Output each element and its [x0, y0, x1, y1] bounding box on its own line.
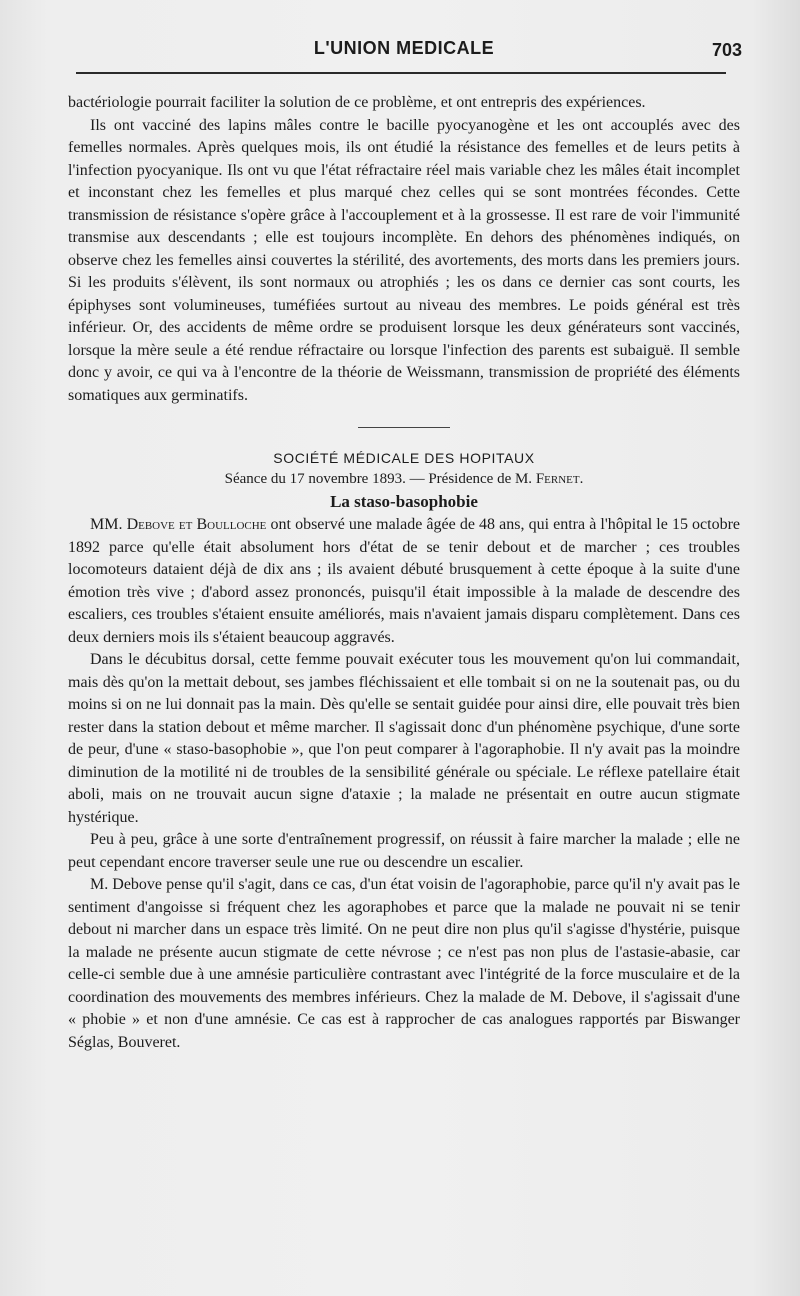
author-boulloche: Boulloche	[196, 516, 267, 533]
paragraph-progress: Peu à peu, grâce à une sorte d'entraînement progressif, on réussit à faire marcher la malade ; elle ne peut cependant encore traverser seule une rue ou descendre un escalier.	[68, 831, 740, 871]
president-name: Fernet.	[535, 471, 584, 487]
paragraph-decubitus: Dans le décubitus dorsal, cette femme pouvait exécuter tous les mouvement qu'on lui commandait, mais dès qu'on la mettait debout, ses jambes fléchissaient et elle tombait si on ne la soutenait pas, ou du moins si on ne lui donnait pas la main. Dès qu'elle se sentait guidée pour ainsi dire, elle pouvait très bien rester dans la station debout et même marcher. Il s'agissait donc d'un phénomène psychique, d'une sorte de peur, d'une « staso-basophobie », que l'on peut comparer à l'agoraphobie. Il n'y avait pas la moindre diminution de la motilité ni de troubles de la sensibilité générale ou spéciale. Le réflexe patellaire était aboli, mais on ne trouvait aucun signe d'ataxie ; la malade ne présentait en outre aucun stigmate hystérique.	[68, 651, 740, 826]
author-conjunction: et	[178, 516, 193, 533]
page-number: 703	[711, 40, 742, 60]
paragraph-continuation: bactériologie pourrait faciliter la solution de ce problème, et ont entrepris des expériences.	[68, 94, 646, 111]
article-body	[68, 92, 740, 1054]
page-header	[66, 36, 742, 66]
article-title: La staso-basophobie	[330, 492, 478, 511]
paragraph-case-report	[68, 514, 740, 649]
section-society-heading: SOCIÉTÉ MÉDICALE DES HOPITAUX	[273, 450, 535, 466]
section-divider	[358, 427, 450, 428]
header-rule	[76, 72, 726, 74]
running-title: L'UNION MEDICALE	[313, 38, 495, 58]
case-report-text: ont observé une malade âgée de 48 ans, qui entra à l'hôpital le 15 octobre 1892 parce qu'elle était absolument hors d'état de se tenir debout et de marcher ; ces troubles locomoteurs dataient déjà de dix ans ; ils avaient débuté brusquement à cette époque à la suite d'une émotion très vive ; d'abord assez prononcés, puisqu'il était impossible à la malade de descendre des escaliers, ces troubles s'étaient ensuite améliorés, mais n'avaient jamais disparu complètement. Dans ces deux derniers mois ils s'étaient beaucoup aggravés.	[68, 516, 741, 646]
author-debove: Debove	[126, 516, 175, 533]
authors-lead: MM.	[90, 516, 123, 533]
paragraph-debove-opinion: M. Debove pense qu'il s'agit, dans ce cas, d'un état voisin de l'agoraphobie, parce qu'il n'y avait pas le sentiment d'angoisse si fréquent chez les agoraphobes et parce que la malade ne pouvait ni se tenir debout ni marcher dans un espace très limité. On ne peut dire non plus qu'il s'agisse d'hystérie, puisque la malade ne présente aucun stigmate de cette névrose ; ce n'est pas non plus de l'astasie-abasie, car celle-ci semble due à une amnésie particulière contrastant avec l'intégrité de la force musculaire et de la coordination des mouvements des membres inférieurs. Chez la malade de M. Debove, il s'agissait d'une « phobie » et non d'une amnésie. Ce cas est à rapprocher de cas analogues rapportés par Biswanger Séglas, Bouveret.	[68, 876, 740, 1051]
seance-text: Séance du 17 novembre 1893. — Présidence de M.	[224, 471, 533, 487]
paragraph-vaccination: Ils ont vacciné des lapins mâles contre le bacille pyocyanogène et les ont accouplés avec des femelles normales. Après quelques mois, ils ont étudié la résistance des femelles et de leurs petits à l'infection pyocyanique. Ils ont vu que l'état réfractaire réel mais variable chez les mâles était incomplet et inconstant chez les femelles et plus marqué chez celles qui se sont montrées fécondes. Cette transmission de résistance s'opère grâce à l'accouplement et à la grossesse. Il est rare de voir l'immunité transmise aux descendants ; elle est toujours incomplète. En dehors des phénomènes indiqués, on observe chez les femelles ainsi couvertes la stérilité, des avortements, des morts dans les premiers jours. Si les produits s'élèvent, ils sont normaux ou atrophiés ; les os dans ce dernier cas sont courts, les épiphyses sont volumineuses, tuméfiées surtout au niveau des membres. Le poids général est très inférieur. Or, des accidents de même ordre se produisent lorsque les deux générateurs sont vaccinés, lorsque la mère seule a été rendue réfractaire ou lorsque l'infection des parents est subaiguë. Il semble donc y avoir, ce qui va à l'encontre de la théorie de Weissmann, transmission de propriété des éléments somatiques aux germinatifs.	[68, 116, 740, 404]
section-seance-line	[68, 468, 740, 490]
